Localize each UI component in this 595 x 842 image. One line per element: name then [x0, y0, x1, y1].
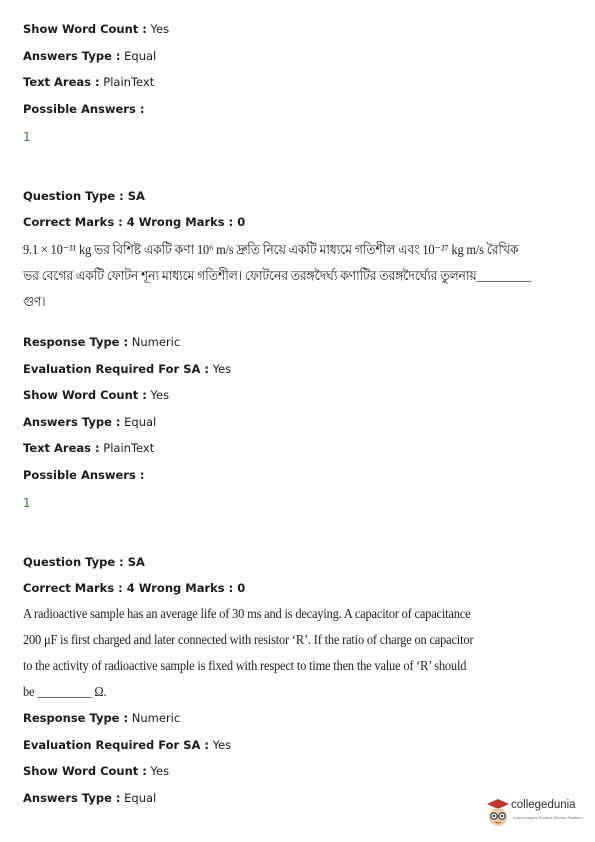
show-word-count-row: Show Word Count : Yes [23, 388, 170, 402]
response-type-row: Response Type : Numeric [23, 711, 181, 725]
text-areas-row: Text Areas : PlainText [23, 441, 155, 455]
question-line: 9.1 × 10⁻³¹ kg ভর বিশিষ্ট একটি কণা 10⁶ m/s দ্রুতি নিয়ে একটি মাধ্যমে গতিশীল এবং 10⁻²⁷ kg m/s রৈখিক [23, 242, 519, 257]
marks-row: Correct Marks : 4 Wrong Marks : 0 [23, 215, 246, 229]
question-text-english [23, 601, 474, 705]
question-type-row: Question Type : SA [23, 189, 145, 203]
question-line: be _________ Ω. [23, 684, 107, 699]
question-line: ভর বেগের একটি ফোটন শূন্য মাধ্যমে গতিশীল। ফোটনের তরঙ্গদৈর্ঘ্য কণাটির তরঙ্গদৈর্ঘ্যের তুলনায়_________ [23, 268, 531, 283]
question-line: A radioactive sample has an average life of 30 ms and is decaying. A capacitor of capacitance [23, 606, 471, 621]
show-word-count-row: Show Word Count : Yes [23, 22, 170, 36]
possible-answers-label: Possible Answers : [23, 102, 145, 116]
answers-type-row: Answers Type : Equal [23, 415, 157, 429]
possible-answers-label: Possible Answers : [23, 468, 145, 482]
question-line: 200 μF is first charged and later connected with resistor ‘R’. If the ratio of charge on capacitor [23, 632, 474, 647]
show-word-count-row: Show Word Count : Yes [23, 764, 170, 778]
question-type-row: Question Type : SA [23, 555, 145, 569]
possible-answer-value: 1 [23, 496, 31, 510]
response-type-row: Response Type : Numeric [23, 335, 181, 349]
evaluation-required-row: Evaluation Required For SA : Yes [23, 738, 232, 752]
graduate-owl-icon [486, 798, 510, 828]
evaluation-required-row: Evaluation Required For SA : Yes [23, 362, 232, 376]
answers-type-row: Answers Type : Equal [23, 791, 157, 805]
brand-tagline: India's largest Student Review Platform [513, 815, 583, 820]
brand-name: collegedunia [511, 799, 576, 811]
question-line: গুণ। [23, 294, 46, 309]
answers-type-row: Answers Type : Equal [23, 49, 157, 63]
text-areas-row: Text Areas : PlainText [23, 75, 155, 89]
question-text-bengali [23, 237, 531, 315]
question-line: to the activity of radioactive sample is fixed with respect to time then the value of ‘R’ should [23, 658, 467, 673]
marks-row: Correct Marks : 4 Wrong Marks : 0 [23, 581, 246, 595]
collegedunia-logo [486, 796, 590, 830]
possible-answer-value: 1 [23, 130, 31, 144]
